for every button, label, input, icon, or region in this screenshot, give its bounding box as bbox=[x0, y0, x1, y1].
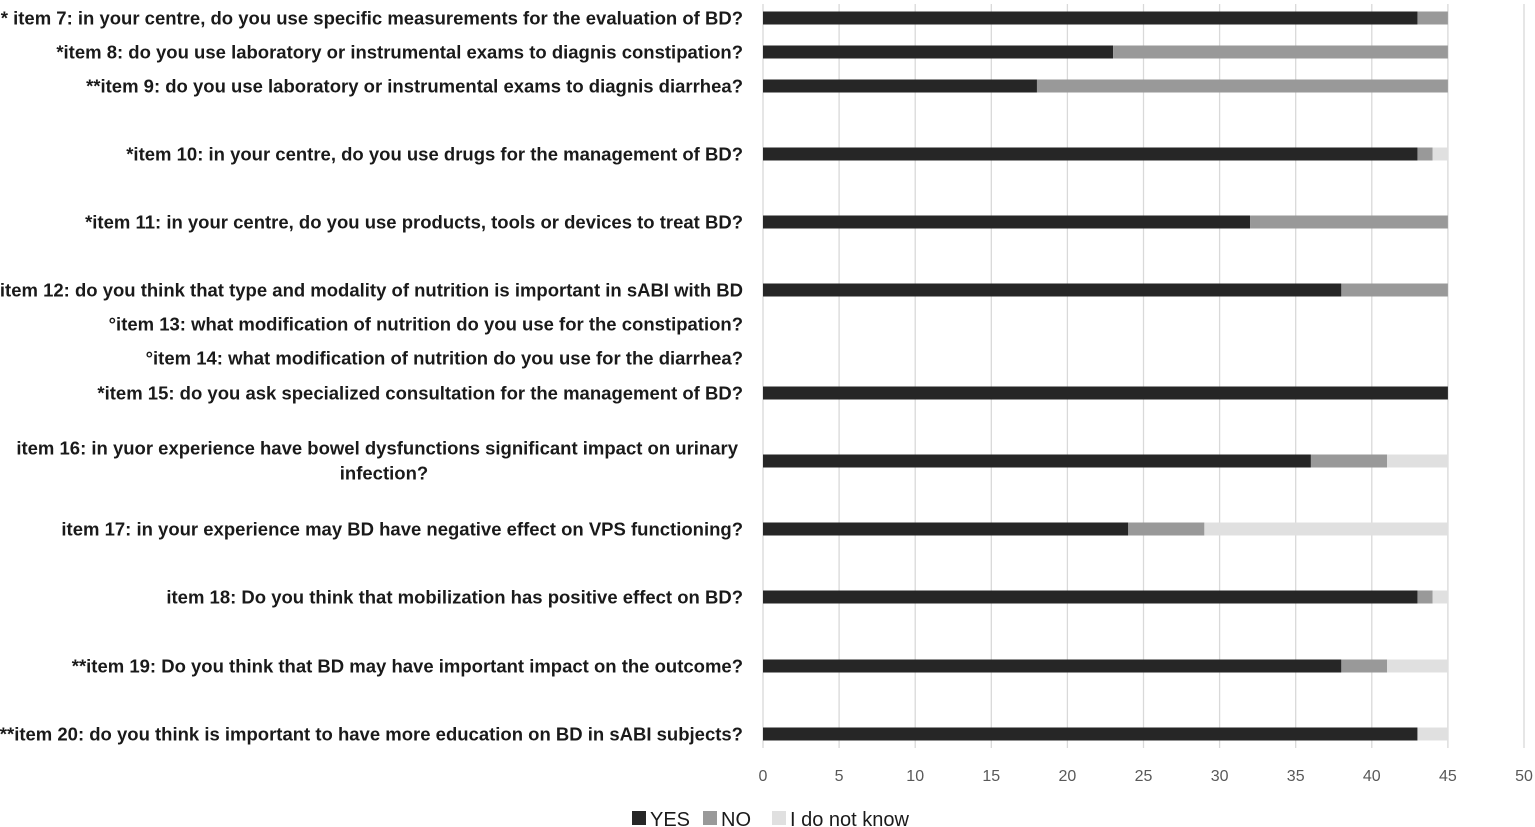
category-label: **item 19: Do you think that BD may have important impact on the outcome? bbox=[71, 655, 743, 677]
category-label: item 12: do you think that type and modality of nutrition is important in sABI with BD bbox=[0, 279, 743, 301]
bar-yes bbox=[763, 455, 1311, 468]
bar-yes bbox=[763, 591, 1417, 604]
bar-no bbox=[1113, 46, 1448, 59]
x-tick-label: 40 bbox=[1362, 768, 1381, 785]
bar-no bbox=[1311, 455, 1387, 468]
bar-yes bbox=[763, 660, 1341, 673]
category-label: * item 7: in your centre, do you use specific measurements for the evaluation of BD? bbox=[0, 7, 743, 29]
x-tick-label: 10 bbox=[906, 768, 925, 785]
x-tick-label: 45 bbox=[1439, 768, 1457, 785]
category-label: item 17: in your experience may BD have negative effect on VPS functioning? bbox=[61, 518, 743, 540]
category-label-continuation: infection? bbox=[339, 462, 429, 484]
bar-yes bbox=[763, 46, 1113, 59]
legend-label: NO bbox=[721, 809, 751, 827]
bar-i-do-not-know bbox=[1417, 728, 1447, 741]
bar-no bbox=[1417, 12, 1447, 25]
bar-i-do-not-know bbox=[1433, 591, 1448, 604]
bar-i-do-not-know bbox=[1387, 660, 1448, 673]
bar-yes bbox=[763, 80, 1037, 93]
bar-i-do-not-know bbox=[1433, 148, 1448, 161]
legend-label: I do not know bbox=[790, 809, 909, 827]
category-label: °item 13: what modification of nutrition do you use for the constipation? bbox=[108, 313, 743, 335]
bar-no bbox=[1341, 284, 1448, 297]
category-label: *item 15: do you ask specialized consultation for the management of BD? bbox=[97, 382, 743, 404]
x-tick-label: 5 bbox=[834, 768, 844, 785]
category-label: **item 9: do you use laboratory or instrumental exams to diagnis diarrhea? bbox=[86, 75, 743, 97]
x-tick-label: 20 bbox=[1058, 768, 1077, 785]
bar-no bbox=[1417, 148, 1432, 161]
bar-no bbox=[1250, 216, 1448, 229]
category-label: *item 10: in your centre, do you use drugs for the management of BD? bbox=[126, 143, 743, 165]
bar-yes bbox=[763, 523, 1128, 536]
bar-yes bbox=[763, 216, 1250, 229]
x-tick-label: 0 bbox=[758, 768, 768, 785]
bar-yes bbox=[763, 387, 1448, 400]
x-tick-label: 35 bbox=[1286, 768, 1305, 785]
bar-no bbox=[1128, 523, 1204, 536]
bar-yes bbox=[763, 728, 1417, 741]
category-label: item 18: Do you think that mobilization has positive effect on BD? bbox=[166, 586, 743, 608]
bar-yes bbox=[763, 12, 1417, 25]
bar-no bbox=[1341, 660, 1387, 673]
x-tick-label: 15 bbox=[982, 768, 1001, 785]
category-label: *item 8: do you use laboratory or instrumental exams to diagnis constipation? bbox=[56, 41, 743, 63]
category-label: item 16: in yuor experience have bowel dysfunctions significant impact on urinary bbox=[16, 437, 738, 459]
bar-yes bbox=[763, 148, 1417, 161]
x-tick-label: 25 bbox=[1134, 768, 1153, 785]
bar-no bbox=[1417, 591, 1432, 604]
bar-yes bbox=[763, 284, 1341, 297]
legend-swatch bbox=[703, 811, 717, 825]
bar-no bbox=[1037, 80, 1448, 93]
x-tick-label: 30 bbox=[1210, 768, 1229, 785]
bar-i-do-not-know bbox=[1204, 523, 1448, 536]
legend-label: YES bbox=[650, 809, 691, 827]
category-label: *item 11: in your centre, do you use products, tools or devices to treat BD? bbox=[85, 211, 743, 233]
category-label: **item 20: do you think is important to have more education on BD in sABI subjects? bbox=[0, 723, 743, 745]
x-tick-label: 50 bbox=[1515, 768, 1533, 785]
legend-swatch bbox=[772, 811, 786, 825]
legend-swatch bbox=[632, 811, 646, 825]
category-label: °item 14: what modification of nutrition do you use for the diarrhea? bbox=[145, 347, 743, 369]
bar-i-do-not-know bbox=[1387, 455, 1448, 468]
